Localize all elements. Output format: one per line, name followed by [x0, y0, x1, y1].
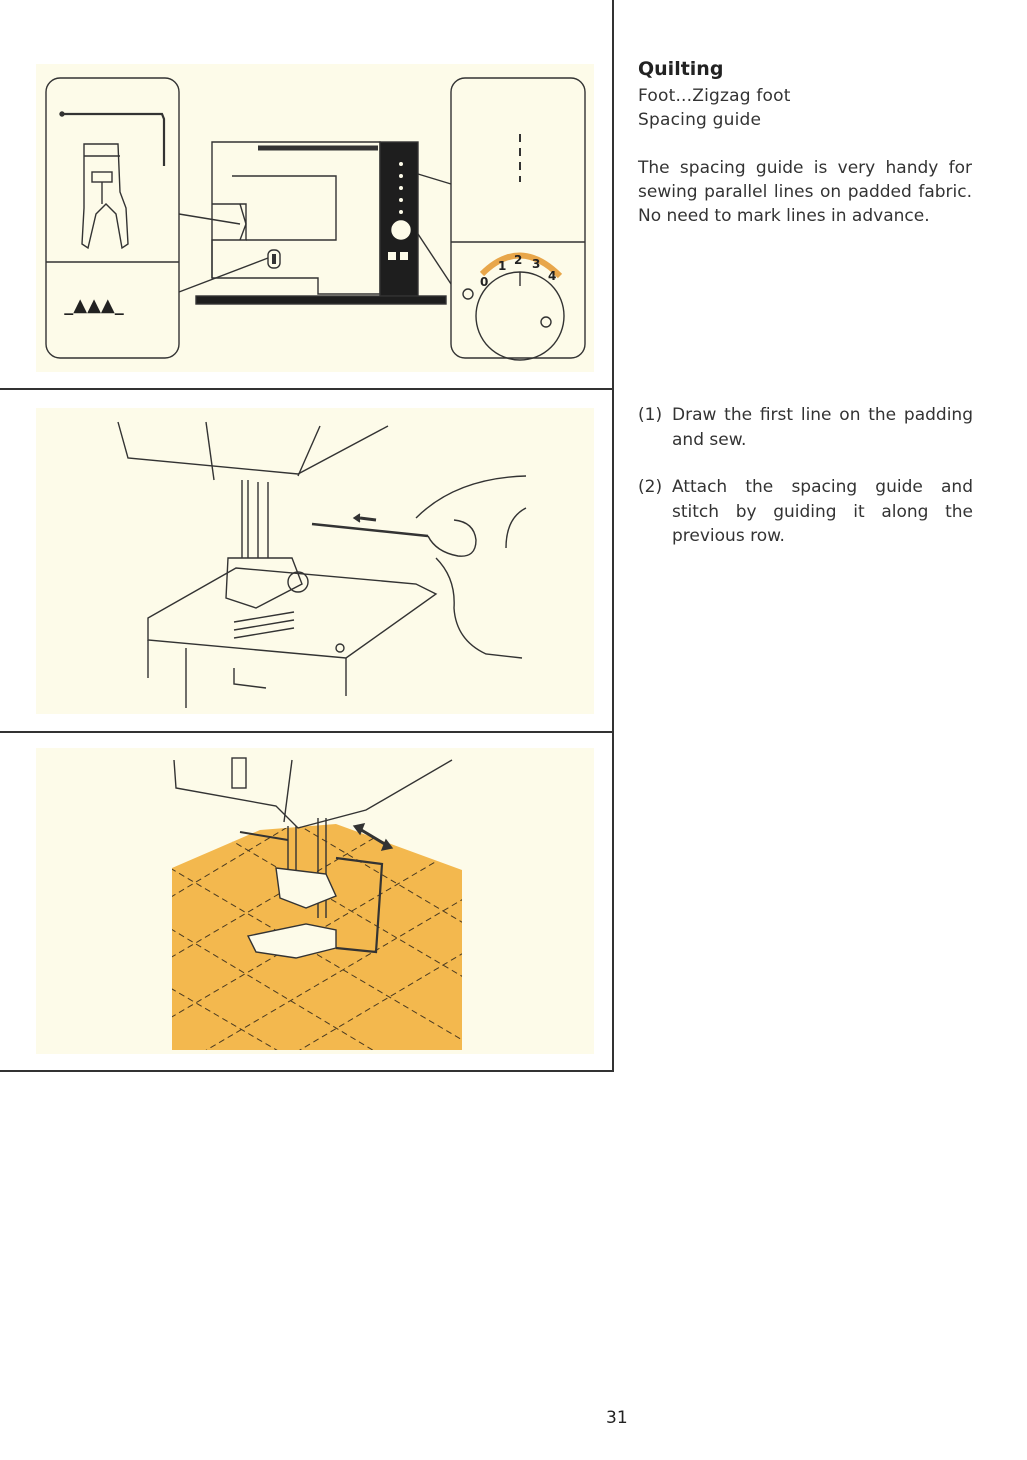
foot-callout-box [46, 78, 179, 358]
guide-line: Spacing guide [638, 110, 762, 130]
dial-number-0: 0 [480, 275, 489, 289]
step-2-text: Attach the spacing guide and stitch by guiding it along the previous row. [672, 477, 973, 546]
dial-number-3: 3 [532, 257, 541, 271]
figure-divider-2 [0, 731, 614, 733]
page-divider-vertical [612, 0, 614, 1071]
step-1 [638, 403, 973, 452]
step-2 [638, 475, 973, 549]
hand-illustration [416, 476, 526, 658]
stitch-symbol: _▲▲▲_ [64, 295, 124, 316]
spacing-guide-rod [312, 514, 428, 536]
dial-number-1: 1 [498, 259, 507, 273]
dial-number-2: 2 [514, 253, 523, 267]
step-1-number: (1) [638, 405, 663, 425]
sewing-machine-icon [179, 142, 451, 304]
figure-quilting-fabric [36, 748, 594, 1054]
dial-callout-box [451, 78, 585, 360]
dial-number-4: 4 [548, 269, 557, 283]
section-title: Quilting [638, 58, 724, 80]
figure-attach-spacing-guide [36, 408, 594, 714]
figure-divider-3 [0, 1070, 614, 1072]
foot-line: Foot...Zigzag foot [638, 86, 791, 106]
page-number: 31 [606, 1408, 628, 1428]
figure-divider-1 [0, 388, 614, 390]
machine-head-illustration [118, 422, 436, 708]
step-2-number: (2) [638, 477, 663, 497]
step-1-text: Draw the first line on the padding and sew. [672, 405, 973, 450]
description-paragraph: The spacing guide is very handy for sewing parallel lines on padded fabric. No need to mark lines in advance. [638, 158, 972, 226]
figure-machine-overview [36, 64, 594, 372]
